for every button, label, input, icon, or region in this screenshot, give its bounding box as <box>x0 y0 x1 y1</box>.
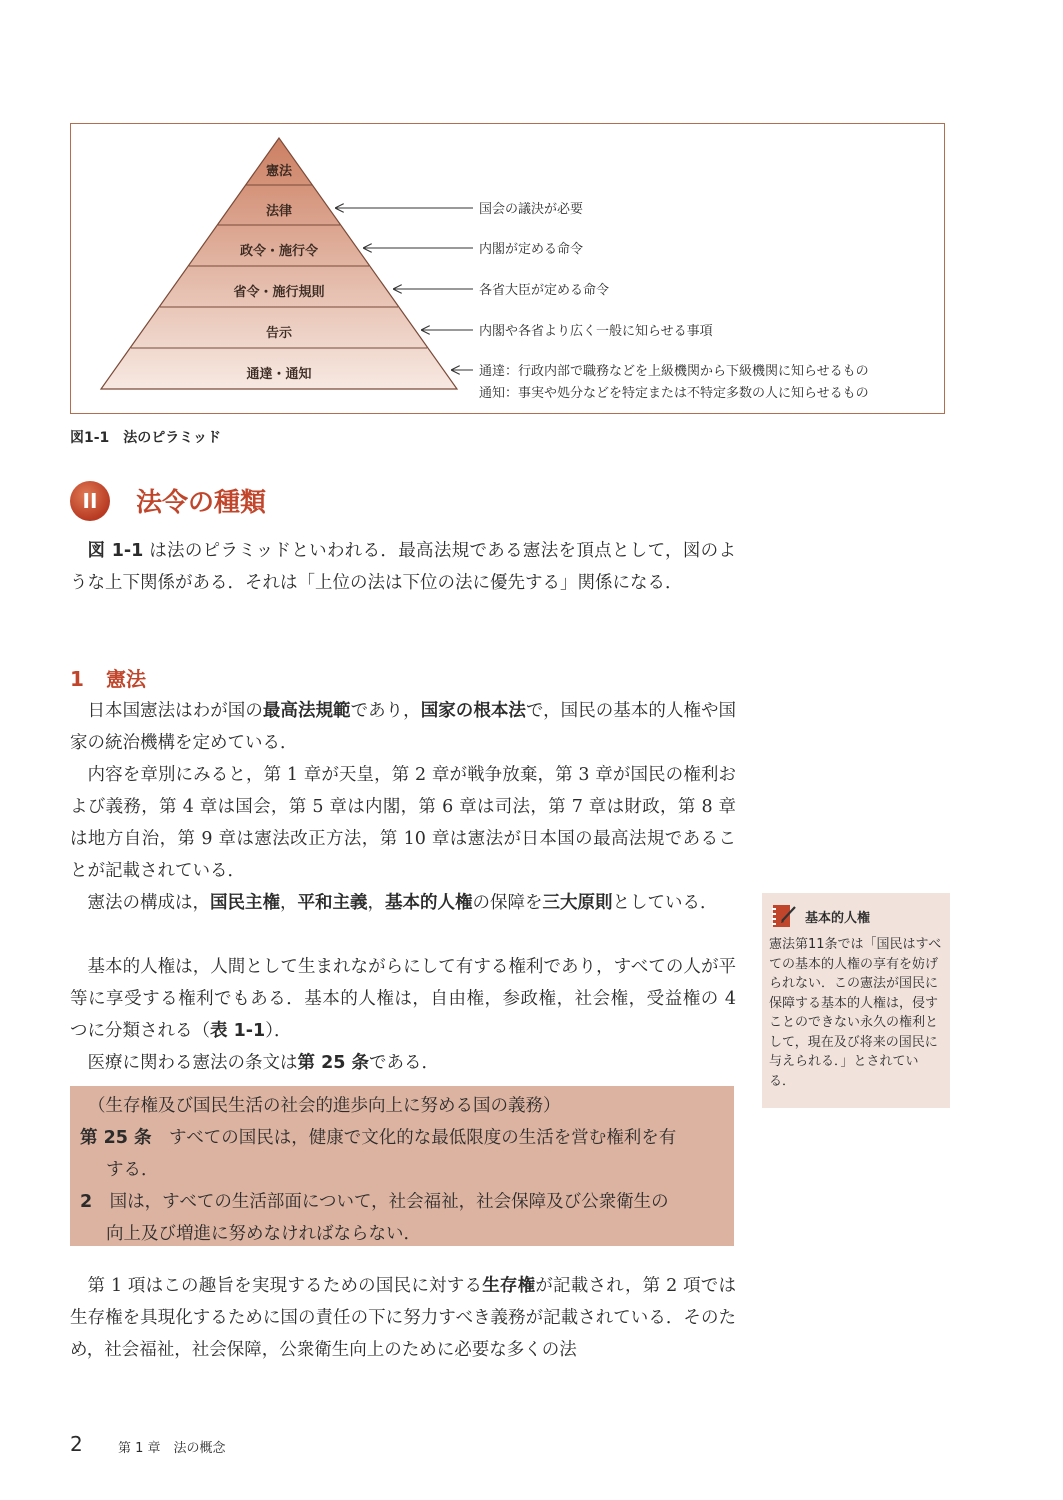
sidenote-fundamental-rights <box>762 893 950 1108</box>
sidenote-header <box>769 899 943 933</box>
figure-caption: 図1-1 法のピラミッド <box>70 430 222 446</box>
chapter-label: 第 1 章 法の概念 <box>118 1441 226 1456</box>
paragraph-three-principles: 憲法の構成は，国民主権，平和主義，基本的人権の保障を三大原則としている． <box>87 893 718 913</box>
pyramid-level-notice: 告示 <box>265 326 292 341</box>
figure-reference: 図 1-1 <box>87 541 144 561</box>
annotation-cabinet-order: 内閣が定める命令 <box>479 242 584 257</box>
pyramid-level-ministerial-order: 省令・施行規則 <box>233 285 325 300</box>
section-title: 法令の種類 <box>136 488 267 518</box>
article-25-box <box>70 1086 734 1246</box>
article-label: 第 25 条 <box>80 1128 152 1148</box>
subsection-heading <box>70 663 146 692</box>
annotation-notification: 通知：事実や処分などを特定または不特定多数の人に知らせるもの <box>479 386 869 401</box>
intro-paragraph: 図 1-1 は法のピラミッドといわれる．最高法規である憲法を頂点として，図のような上下関係がある．それは「上位の法は下位の法に優先する」関係になる． <box>70 541 736 593</box>
paragraph-2-label: 2 <box>80 1192 93 1212</box>
figure-pyramid <box>70 123 945 414</box>
article-line-1: 第 25 条 すべての国民は，健康で文化的な最低限度の生活を営む権利を有 <box>80 1128 677 1148</box>
annotation-circular: 通達：行政内部で職務などを上級機関から下級機関に知らせるもの <box>479 364 869 379</box>
page-number: 2 <box>70 1432 83 1456</box>
subsection-number: 1 <box>70 667 84 691</box>
paragraph-fundamental-rights: 基本的人権は，人間として生まれながらにして有する権利であり，すべての人が平等に享受する権利でもある．基本的人権は，自由権，参政権，社会権，受益権の 4 つに分類される（表 1-1）． <box>70 957 736 1041</box>
article-line-3: 2 国は，すべての生活部面について，社会福祉，社会保障及び公衆衛生の <box>80 1192 669 1212</box>
section-number-badge: II <box>70 481 110 521</box>
article-line-2: する． <box>106 1160 159 1180</box>
sidenote-body: 憲法第11条では「国民はすべての基本的人権の享有を妨げられない．この憲法が国民に保障する基本的人権は，侵すことのできない永久の権利として，現在及び将来の国民に与えられる．」とされている． <box>769 937 942 1089</box>
pyramid-level-circular: 通達・通知 <box>246 367 312 382</box>
paragraph-article-25-intro: 医療に関わる憲法の条文は第 25 条である． <box>87 1053 440 1073</box>
article-heading: （生存権及び国民生活の社会的進歩向上に努める国の義務） <box>88 1096 561 1116</box>
article-line-4: 向上及び増進に努めなければならない． <box>106 1224 421 1244</box>
annotation-ministerial-order: 各省大臣が定める命令 <box>479 283 610 298</box>
pyramid-level-constitution: 憲法 <box>265 164 292 179</box>
annotation-law: 国会の議決が必要 <box>479 202 584 217</box>
paragraph-constitution-overview: 日本国憲法はわが国の最高法規範であり，国家の根本法で，国民の基本的人権や国家の統治機構を定めている． <box>70 701 737 753</box>
paragraph-right-to-life: 第 1 項はこの趣旨を実現するための国民に対する生存権が記載され，第 2 項では生存権を具現化するために国の責任の下に努力すべき義務が記載されている．そのため，社会福祉，社会保障，公衆衛生向上のために必要な多くの法 <box>70 1276 737 1360</box>
annotation-notice: 内閣や各省より広く一般に知らせる事項 <box>479 324 713 339</box>
notebook-pen-icon <box>769 901 799 931</box>
pyramid-level-law: 法律 <box>265 204 292 219</box>
sidenote-title: 基本的人権 <box>805 910 871 926</box>
subsection-title: 憲法 <box>106 667 146 691</box>
pyramid-level-cabinet-order: 政令・施行令 <box>239 244 318 259</box>
paragraph-chapters: 内容を章別にみると，第 1 章が天皇，第 2 章が戦争放棄，第 3 章が国民の権利および義務，第 4 章は国会，第 5 章は内閣，第 6 章は司法，第 7 章は財政，第 8 章は地方自治，第 9 章は憲法改正方法，第 10 章は憲法が日本国の最高法規であることが記載されている． <box>70 765 736 881</box>
